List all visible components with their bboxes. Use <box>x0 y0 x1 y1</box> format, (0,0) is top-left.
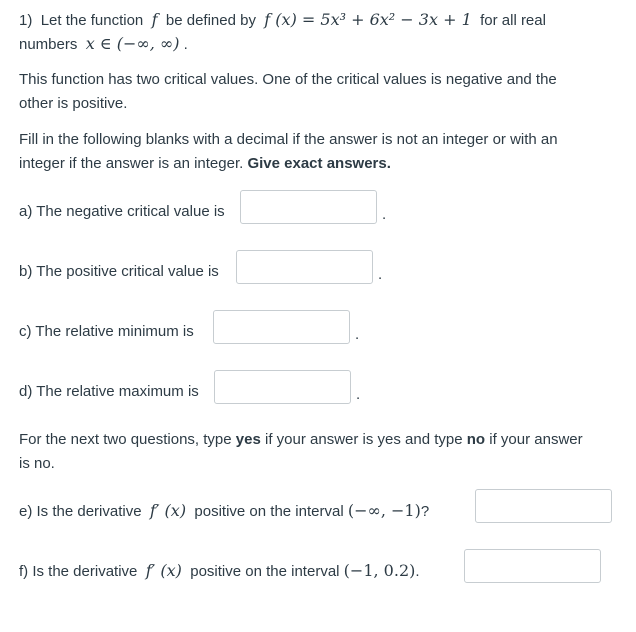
part-c-label: c) The relative minimum is <box>19 323 194 340</box>
part-f-derivative: f′ (x) <box>145 561 182 580</box>
fill-instructions-line-1: Fill in the following blanks with a decimal if the answer is not an integer or with an <box>19 131 558 148</box>
critical-info-line-2: other is positive. <box>19 95 128 112</box>
exact-answers-note: Give exact answers. <box>247 155 391 172</box>
yesno-instructions-line-2: is no. <box>19 455 55 472</box>
part-c-period: . <box>355 326 360 343</box>
part-f-question <box>19 561 420 582</box>
part-f-prefix: f) Is the derivative <box>19 563 138 580</box>
part-b-period: . <box>378 266 383 283</box>
part-d-period: . <box>356 386 361 403</box>
intro-prefix: Let the function <box>40 12 144 29</box>
part-e-question <box>19 501 429 522</box>
part-b-label: b) The positive critical value is <box>19 263 219 280</box>
part-c-answer-input[interactable] <box>213 310 350 344</box>
part-f-suffix: . <box>415 563 420 580</box>
no-word: no <box>466 431 486 448</box>
part-f-answer-input[interactable] <box>464 549 601 583</box>
domain-prefix: numbers <box>19 36 78 53</box>
part-f-middle: positive on the interval <box>190 563 340 580</box>
part-e-middle: positive on the interval <box>194 503 344 520</box>
yesno-middle: if your answer is yes and type <box>265 431 463 448</box>
part-a-label: a) The negative critical value is <box>19 203 225 220</box>
yesno-prefix: For the next two questions, type <box>19 431 232 448</box>
question-number: 1) <box>19 12 33 29</box>
fill-instructions-text: integer if the answer is an integer. <box>19 155 244 172</box>
part-d-label: d) The relative maximum is <box>19 383 199 400</box>
part-e-derivative: f′ (x) <box>149 501 187 520</box>
function-formula: f (x) = 5x³ + 6x² − 3x + 1 <box>264 10 472 29</box>
critical-info-line-1: This function has two critical values. One of the critical values is negative and the <box>19 71 557 88</box>
part-e-suffix: ? <box>420 503 430 520</box>
fill-instructions-line-2 <box>19 154 391 174</box>
domain-math: x ∈ (−∞, ∞) <box>85 34 180 53</box>
domain-suffix: . <box>183 36 188 53</box>
question-intro-line <box>19 10 546 31</box>
part-e-interval: (−∞, −1) <box>347 501 421 520</box>
yesno-instructions-line-1 <box>19 430 583 450</box>
intro-middle: be defined by <box>165 12 256 29</box>
part-b-answer-input[interactable] <box>236 250 373 284</box>
yesno-suffix: if your answer <box>489 431 583 448</box>
part-f-interval: (−1, 0.2) <box>343 561 416 580</box>
part-e-prefix: e) Is the derivative <box>19 503 142 520</box>
yes-word: yes <box>235 431 261 448</box>
question-domain-line <box>19 34 188 55</box>
part-a-answer-input[interactable] <box>240 190 377 224</box>
intro-suffix: for all real <box>480 12 546 29</box>
function-name: f <box>151 10 158 29</box>
part-d-answer-input[interactable] <box>214 370 351 404</box>
part-e-answer-input[interactable] <box>475 489 612 523</box>
part-a-period: . <box>382 206 387 223</box>
